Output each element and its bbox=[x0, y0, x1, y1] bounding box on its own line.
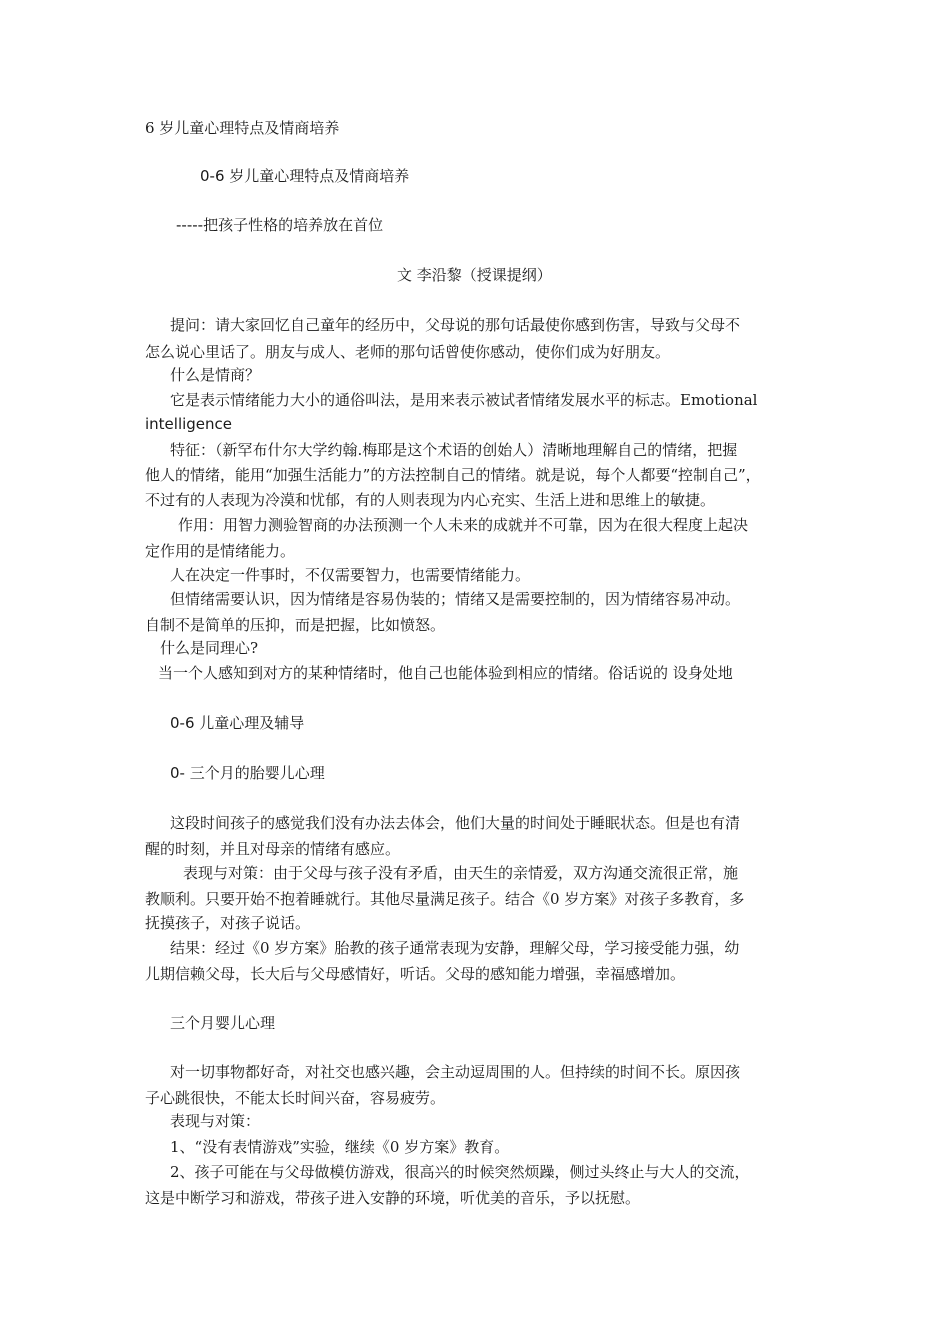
definition-line-2: intelligence bbox=[145, 415, 233, 433]
feature-line-1: 特征：（新罕布什尔大学约翰.梅耶是这个术语的创始人）清晰地理解自己的情绪，把握 bbox=[170, 441, 738, 459]
stage2-item-2-line-2: 这是中断学习和游戏，带孩子进入安静的环境，听优美的音乐，予以抚慰。 bbox=[145, 1189, 641, 1207]
role-line-2: 定作用的是情绪能力。 bbox=[145, 542, 296, 560]
stage2-p2: 表现与对策： bbox=[170, 1112, 261, 1130]
what-is-empathy: 什么是同理心? bbox=[160, 639, 259, 657]
stage2-item-1: 1、“没有表情游戏”实验，继续《0 岁方案》教育。 bbox=[170, 1138, 510, 1156]
top-title: 6 岁儿童心理特点及情商培养 bbox=[145, 119, 340, 137]
what-is-eq: 什么是情商？ bbox=[170, 366, 261, 384]
stage1-p2-line-2: 教顺利。只要开始不抱着睡就行。其他尽量满足孩子。结合《0 岁方案》对孩子多教育，多 bbox=[145, 890, 745, 908]
decide-line: 人在决定一件事时，不仅需要智力，也需要情绪能力。 bbox=[170, 566, 531, 584]
stage1-p1-line-1: 这段时间孩子的感觉我们没有办法去体会，他们大量的时间处于睡眠状态。但是也有清 bbox=[170, 814, 741, 832]
section-title: 0-6 儿童心理及辅导 bbox=[170, 714, 305, 732]
stage1-p2-line-3: 抚摸孩子，对孩子说话。 bbox=[145, 914, 311, 932]
role-line-1: 作用：用智力测验智商的办法预测一个人未来的成就并不可靠，因为在很大程度上起决 bbox=[178, 516, 749, 534]
stage1-p2-line-1: 表现与对策：由于父母与孩子没有矛盾，由天生的亲情爱，双方沟通交流很正常，施 bbox=[183, 864, 739, 882]
stage1-heading: 0- 三个月的胎婴儿心理 bbox=[170, 764, 325, 782]
author-line: 文 李沿黎（授课提纲） bbox=[397, 266, 552, 284]
stage1-p3-line-1: 结果：经过《0 岁方案》胎教的孩子通常表现为安静，理解父母，学习接受能力强，幼 bbox=[170, 939, 740, 957]
main-title: 0-6 岁儿童心理特点及情商培养 bbox=[200, 167, 410, 185]
subtitle: -----把孩子性格的培养放在首位 bbox=[176, 216, 384, 234]
stage2-p1-line-1: 对一切事物都好奇，对社交也感兴趣，会主动逗周围的人。但持续的时间不长。原因孩 bbox=[170, 1063, 741, 1081]
stage1-p1-line-2: 醒的时刻，并且对母亲的情绪有感应。 bbox=[145, 840, 401, 858]
feature-line-2: 他人的情绪，能用“加强生活能力”的方法控制自己的情绪。就是说，每个人都要“控制自己”， bbox=[145, 466, 761, 484]
question-line-2: 怎么说心里话了。朋友与成人、老师的那句话曾使你感动，使你们成为好朋友。 bbox=[145, 343, 671, 361]
emotion-line-2: 自制不是简单的压抑，而是把握，比如愤怒。 bbox=[145, 616, 446, 634]
stage1-p3-line-2: 儿期信赖父母，长大后与父母感情好，听话。父母的感知能力增强，幸福感增加。 bbox=[145, 965, 686, 983]
stage2-item-2-line-1: 2、孩子可能在与父母做模仿游戏，很高兴的时候突然烦躁，侧过头终止与大人的交流， bbox=[170, 1163, 750, 1181]
stage2-heading: 三个月婴儿心理 bbox=[170, 1014, 276, 1032]
question-line-1: 提问：请大家回忆自己童年的经历中，父母说的那句话最使你感到伤害，导致与父母不 bbox=[170, 316, 741, 334]
definition-line-1: 它是表示情绪能力大小的通俗叫法，是用来表示被试者情绪发展水平的标志。Emotional bbox=[170, 391, 758, 409]
stage2-p1-line-2: 子心跳很快，不能太长时间兴奋，容易疲劳。 bbox=[145, 1089, 446, 1107]
emotion-line-1: 但情绪需要认识，因为情绪是容易伪装的；情绪又是需要控制的，因为情绪容易冲动。 bbox=[170, 590, 741, 608]
empathy-definition: 当一个人感知到对方的某种情绪时，他自己也能体验到相应的情绪。俗话说的 设身处地 bbox=[158, 664, 733, 682]
feature-line-3: 不过有的人表现为冷漠和忧郁，有的人则表现为内心充实、生活上进和思维上的敏捷。 bbox=[145, 491, 716, 509]
